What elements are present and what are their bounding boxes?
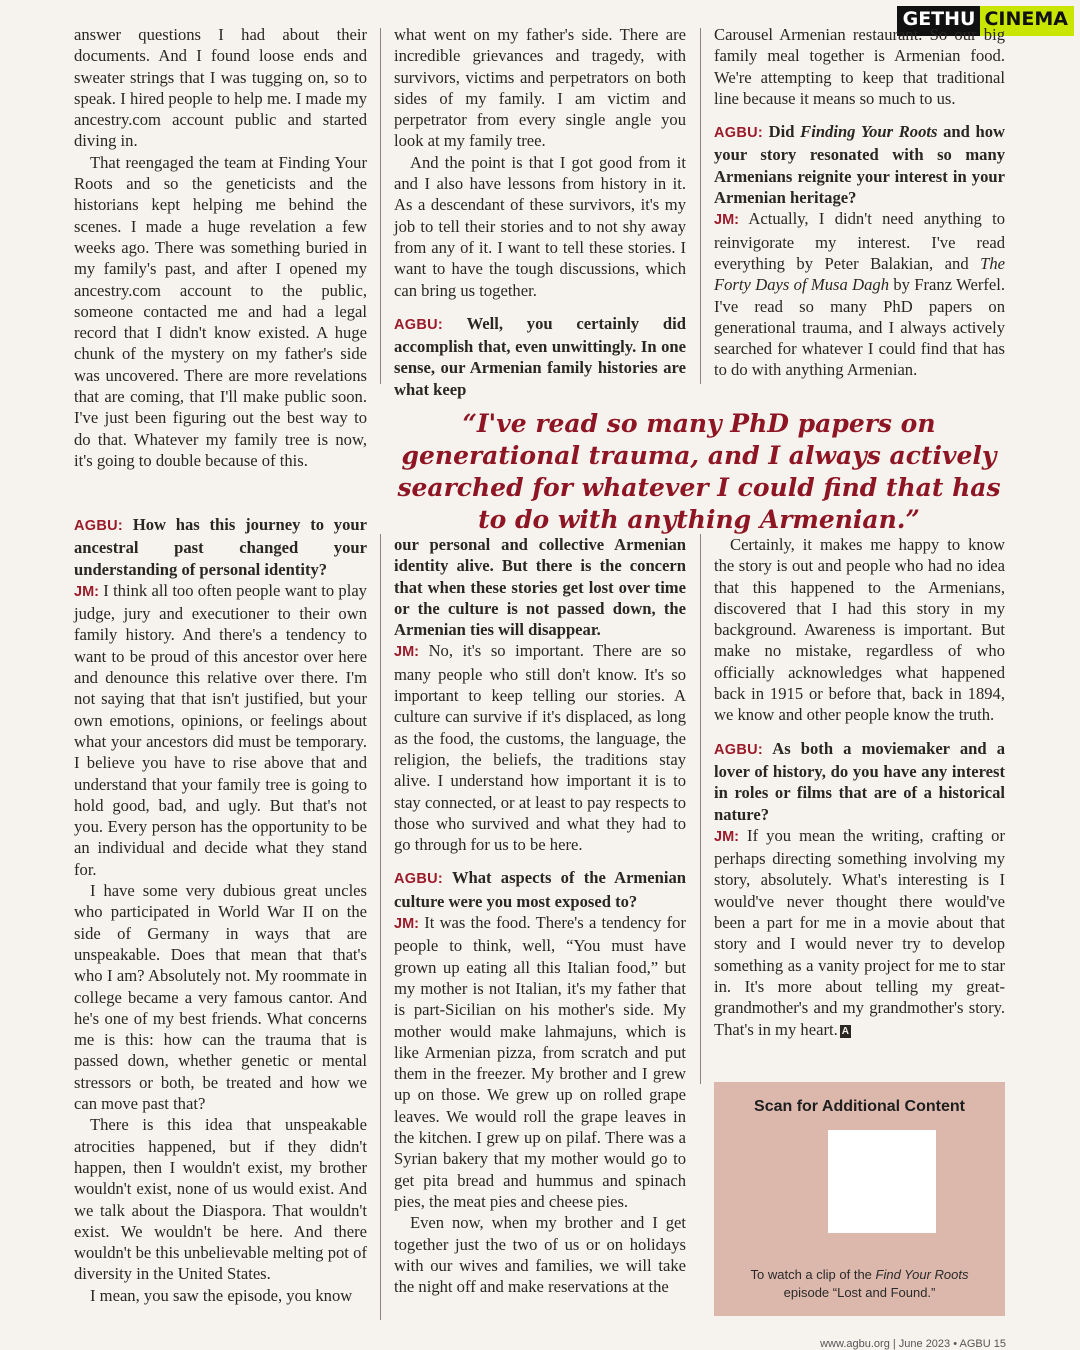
question-text: Well, you certainly did accomplish that, even unwittingly. In one sense, our Armenian family histories are what keep [394,313,686,399]
page-footer: www.agbu.org | June 2023 • AGBU 15 [820,1338,1006,1350]
paragraph: answer questions I had about their documents. And I found loose ends and sweater strings that I was tugging on, so to speak. I hired people to help me. I made my ancestry.com account public and started diving in. [74,25,367,151]
jm-tag: JM: [714,212,739,229]
answer-text: Actually, I didn't need anything to reinvigorate my interest. I've read everything by Peter Balakian, and [714,209,1005,273]
book-title: The Forty Days of Musa Dagh [714,253,1005,295]
caption-show-title: Find Your Roots [875,1267,969,1282]
column-2 [394,24,686,400]
jm-tag: JM: [394,644,419,661]
scan-box [714,1082,1005,1316]
logo-part1: GETHU [897,6,981,36]
column-divider [700,28,701,384]
question-text: As both a moviemaker and a lover of history, do you have any interest in roles or films that are of a historical nature? [714,738,1006,824]
end-mark-icon: A [841,1025,849,1037]
paragraph: Certainly, it makes me happy to know the story is out and people who had no idea that this happened to the Armenians, discovered that I had this story in my background. Awareness is important. But make no mistake, regardless of who officially acknowledges what happened back in 1915 or before that, back in 1894, we know and other people know the truth. [714,535,1005,725]
scan-caption [734,1266,985,1302]
jm-tag: JM: [714,828,739,845]
question-text: Did [768,122,801,142]
answer-text: If you mean the writing, crafting or perhaps directing something involving my story, absolutely. What's interesting is I would've never thought there would've been a part for me in a movie about that story and I would never try to develop something as a vanity project for me to star in. It's more about telling my great-grandmother's and my grandmother's story. That's in my heart. [714,825,1005,1039]
question [394,867,686,912]
agbu-tag: AGBU: [714,741,764,758]
caption-text: To watch a clip of the [750,1267,876,1282]
column-divider [380,28,381,384]
paragraph: Carousel Armenian restaurant. So our big family meal together is Armenian food. We're attempting to keep that traditional line because it means so much to us. [714,25,1005,108]
paragraph: There is this idea that unspeakable atrocities happened, but if they didn't happen, then I wouldn't exist, my brother wouldn't exist, none of us would exist. And we talk about the Diaspora. That wouldn't exist. We wouldn't be here. And there wouldn't be this unbelievable melting pot of diversity in the United States. [74,1115,367,1284]
agbu-tag: AGBU: [394,871,444,888]
answer [394,912,686,1212]
answer-text: No, it's so important. There are so many people who still don't know. It's so important to keep telling our stories. A culture can survive if it's displaced, as long as the food, the customs, the language, the religion, the beliefs, the traditions stay alive. I understand how important it is to stay connected, or at least to pay respects to those who survived and what they had to go through for us to be here. [394,641,686,855]
column-4 [74,514,367,1306]
column-1 [74,24,367,471]
answer-text: I think all too often people want to play judge, jury and executioner to their own family history. And there's a tendency to want to be proud of this ancestor over here and denounce this relative over there. I'm not saying that that isn't justified, but your own emotions, opinions, or feelings about what your ancestors did must be temporary. I believe you have to rise above that and understand that your family tree is going to hold good, bad, and ugly. But that's not you. Every person has the opportunity to be an individual and decide what they stand for. [74,580,367,879]
scan-title: Scan for Additional Content [754,1098,965,1115]
jm-tag: JM: [394,916,419,933]
column-divider [380,534,381,1320]
question-text: How has this journey to your ancestral past changed your understanding of personal identity? [74,515,367,579]
pull-quote: “I've read so many PhD papers on generational trauma, and I always actively searched for whatever I could find that has to do with anything Armenian.” [397,409,1001,534]
paragraph: I have some very dubious great uncles who participated in World War II on the side of Germany in ways that are unspeakable. Does that mean that that's who I am? Absolutely not. My roommate in college became a very famous cantor. And he's one of my best friends. What concerns me is this: how can the trauma that is passed down, whether genetic or mental stressors or both, be treated and how we can move past that? [74,881,367,1114]
answer [714,208,1005,380]
agbu-tag: AGBU: [714,125,764,142]
paragraph: Even now, when my brother and I get together just the two of us or on holidays with our wives and families, we will take the night off and make reservations at the [394,1213,686,1297]
paragraph: That reengaged the team at Finding Your Roots and so the geneticists and the historians kept helping me behind the scenes. I made a huge revelation a few weeks ago. There was something buried in my family's past, and after I opened my ancestry.com account to the public, someone contacted me and had a legal record that I didn't know existed. A huge chunk of the mystery on my father's side was uncovered. There are more revelations that are coming, that I'll make public soon. I've just been figuring out the best way to do that. Whatever my family tree is now, it's going to double because of this. [74,152,367,470]
question-continued: our personal and collective Armenian identity alive. But there is the concern that when these stories get lost over time or the culture is not passed down, the Armenian ties will disappear. [394,535,686,640]
question-text: and how your story resonated with so many Armenians reignite your interest in your Armenian heritage? [714,122,1005,208]
question [714,121,1005,208]
question [714,738,1005,825]
column-5 [394,534,686,1297]
column-6 [714,534,1005,1040]
paragraph: And the point is that I got good from it and I also have lessons from history in it. As a descendant of these survivors, it's my job to tell their stories and to not shy away from any of it. I want to tell these stories. I want to have the tough discussions, which can bring us together. [394,152,686,300]
answer-text: It was the food. There's a tendency for people to think, well, “You must have grown up eating all this Italian food,” but my mother is not Italian, it's my father that is part-Sicilian on his mother's side. My mother would make lahmajuns, which is like Armenian pizza, from scratch and put them in the freezer. My brother and I grew up on those. We grew up on rolled grape leaves. We would roll the grape leaves in the kitchen. I grew up on pilaf. There was a Syrian bakery that my mother would go to get pita bread and hummus and spinach pies, the meat pies and cheese pies. [394,913,687,1211]
jm-tag: JM: [74,583,99,600]
answer [74,580,367,880]
caption-text: episode “Lost and Found.” [783,1285,936,1300]
answer-text: by Franz Werfel. I've read so many PhD papers on generational trauma, and I always actively searched for whatever I could find that has to do with anything Armenian. [714,275,1005,380]
qr-code-icon [828,1130,936,1233]
column-3 [714,24,1005,381]
logo-part2: CINEMA [980,6,1074,36]
agbu-tag: AGBU: [394,316,444,333]
answer [394,640,686,855]
paragraph: what went on my father's side. There are incredible grievances and tragedy, with survivors, victims and perpetrators on both sides of my family. I am victim and perpetrator from every single angle you look at my family tree. [394,25,686,151]
question-text: What aspects of the Armenian culture were you most exposed to? [394,868,686,911]
answer [714,825,1005,1040]
paragraph: I mean, you saw the episode, you know [90,1285,353,1305]
column-divider [700,534,701,1084]
question [394,313,686,400]
agbu-tag: AGBU: [74,518,124,534]
show-title: Finding Your Roots [800,122,938,142]
question [74,514,367,580]
